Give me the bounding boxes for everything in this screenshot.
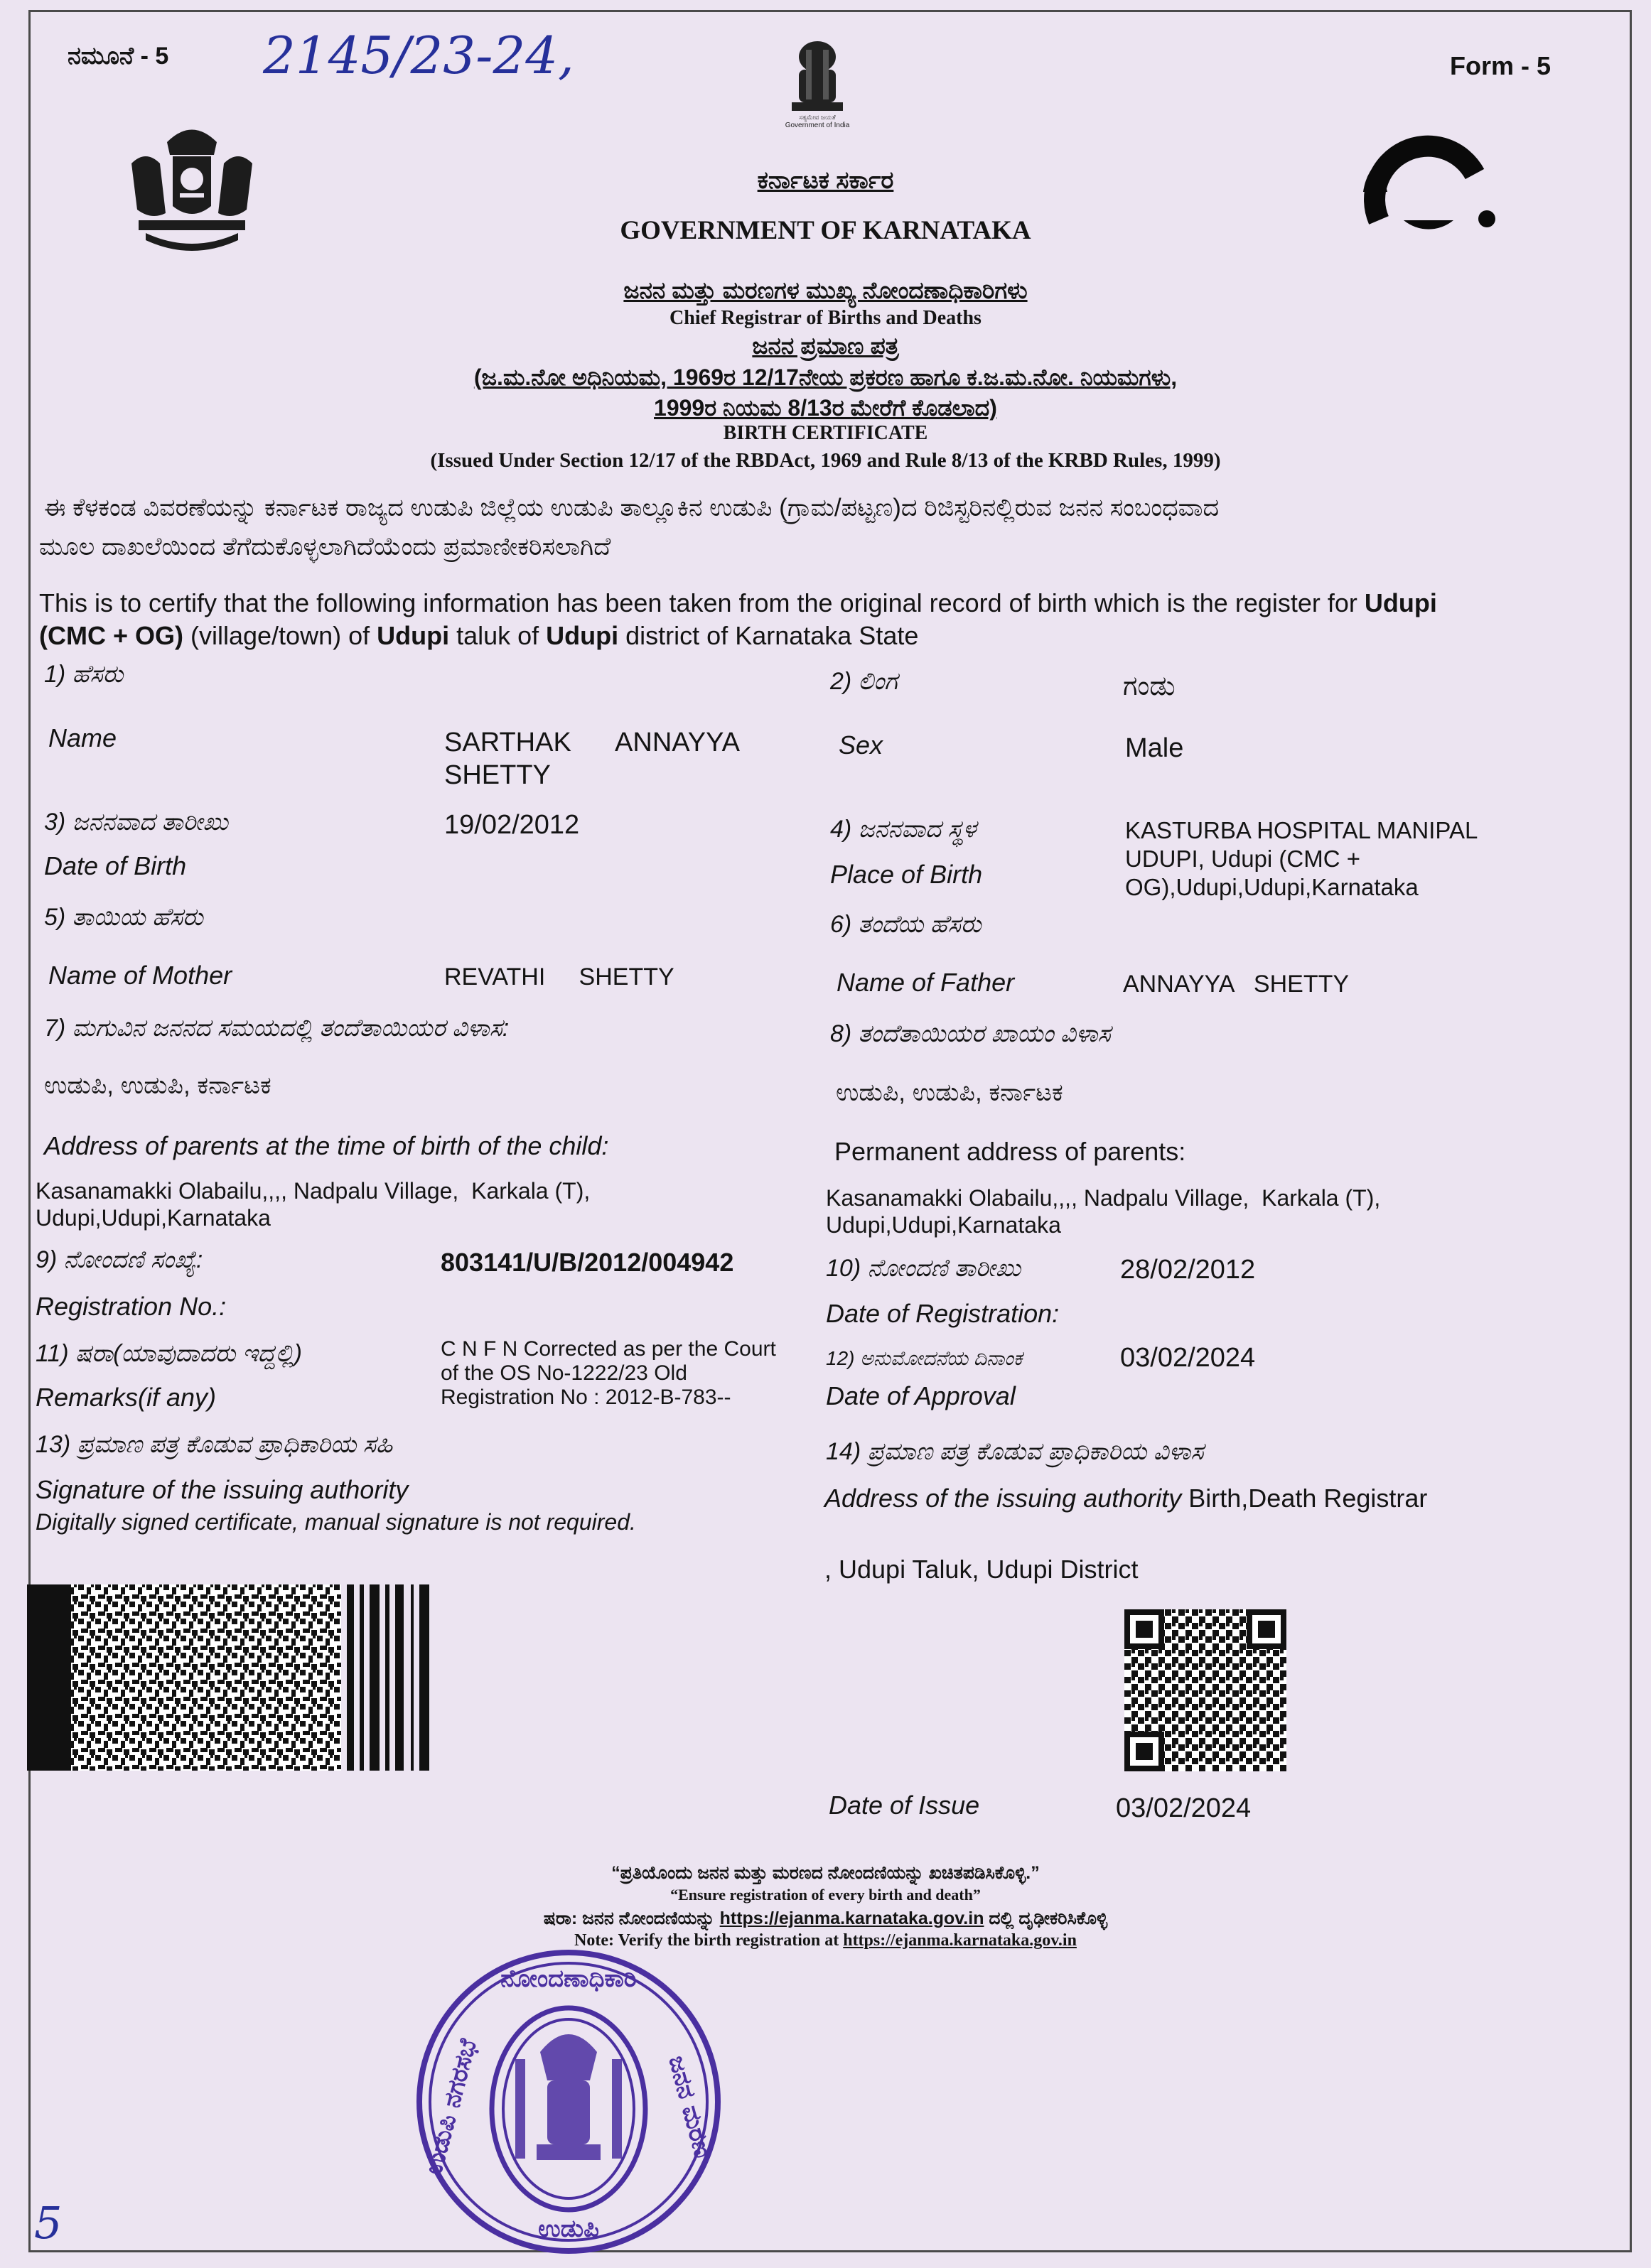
addr-perm-label-kn: 8) ತಂದೆತಾಯಿಯರ ಖಾಯಂ ವಿಳಾಸ	[830, 1020, 1111, 1047]
addr-birth-label-kn: 7) ಮಗುವಿನ ಜನನದ ಸಮಯದಲ್ಲಿ ತಂದೆತಾಯಿಯರ ವಿಳಾಸ:	[44, 1015, 510, 1042]
remarks-value-line-3: Registration No : 2012-B-783--	[441, 1386, 731, 1409]
approval-label: Date of Approval	[826, 1381, 1016, 1410]
svg-text:ಸತ್ಯಮೇವ ಜಯತೆ: ಸತ್ಯಮೇವ ಜಯತೆ	[799, 114, 836, 121]
reg-date-label: Date of Registration:	[826, 1299, 1060, 1328]
act-kn-line-2: 1999ರ ನಿಯಮ 8/13ರ ಮೇರೆಗೆ ಕೊಡಲಾದ)	[654, 395, 997, 421]
svg-text:ನೋಂದಣಾಧಿಕಾರಿ: ನೋಂದಣಾಧಿಕಾರಿ	[500, 1965, 637, 1993]
reg-no-label: Registration No.:	[36, 1292, 227, 1321]
national-emblem-icon	[775, 36, 860, 128]
issue-date-value: 03/02/2024	[1116, 1793, 1252, 1823]
remarks-value-line-1: C N F N Corrected as per the Court	[441, 1337, 776, 1361]
handwritten-page-number: 5	[34, 2197, 63, 2249]
signature-label-kn: 13) ಪ್ರಮಾಣ ಪತ್ರ ಕೊಡುವ ಪ್ರಾಧಿಕಾರಿಯ ಸಹಿ	[36, 1431, 393, 1458]
act-kn-line-1: (ಜ.ಮ.ನೋ ಅಧಿನಿಯಮ, 1969ರ 12/17ನೇಯ ಪ್ರಕರಣ ಹಾಗೂ ಕ.ಜ.ಮ.ನೋ. ನಿಯಮಗಳು,	[473, 364, 1178, 390]
addr-perm-value-line-1: Kasanamakki Olabailu,,,, Nadpalu Village, Karkala (T),	[826, 1185, 1381, 1211]
pob-label-kn: 4) ಜನನವಾದ ಸ್ಥಳ	[830, 816, 977, 843]
authority-address-line-2: , Udupi Taluk, Udupi District	[824, 1555, 1139, 1584]
official-seal-icon	[402, 1931, 736, 2243]
remarks-value-line-2: of the OS No-1222/23 Old	[441, 1361, 687, 1385]
reg-date-value: 28/02/2012	[1120, 1255, 1256, 1285]
remarks-label: Remarks(if any)	[36, 1383, 217, 1412]
authority-address: Address of the issuing authority Birth,Death Registrar	[824, 1484, 1428, 1513]
government-kn: ಕರ್ನಾಟಕ ಸರ್ಕಾರ	[757, 167, 894, 194]
mother-label: Name of Mother	[48, 961, 232, 990]
father-label: Name of Father	[837, 968, 1015, 997]
sex-label: Sex	[839, 730, 883, 760]
name-label-kn: 1) ಹೆಸರು	[44, 661, 124, 688]
slogan-en: “Ensure registration of every birth and death”	[670, 1886, 981, 1904]
signature-note: Digitally signed certificate, manual signature is not required.	[36, 1509, 636, 1535]
name-value-line-1: SARTHAK ANNAYYA	[444, 728, 741, 757]
certificate-title-kn: ಜನನ ಪ್ರಮಾಣ ಪತ್ರ	[752, 333, 899, 359]
verify-note-en: Note: Verify the birth registration at https://ejanma.karnataka.gov.in	[574, 1931, 1077, 1950]
barcode-icon	[27, 1584, 432, 1771]
verify-link-en[interactable]: https://ejanma.karnataka.gov.in	[843, 1931, 1077, 1950]
intro-en: This is to certify that the following information has been taken from the original record of birth which is the register for Udupi (CMC + OG) (village/town) of Udupi taluk of Udupi district of Karnataka State	[39, 588, 1437, 650]
form-number-en: Form - 5	[1450, 51, 1551, 80]
addr-perm-label: Permanent address of parents:	[834, 1137, 1186, 1166]
verify-link-kn[interactable]: https://ejanma.karnataka.gov.in	[719, 1908, 984, 1928]
svg-text:ಉಡುಪಿ: ಉಡುಪಿ	[538, 2215, 599, 2243]
pob-value-line-3: OG),Udupi,Udupi,Karnataka	[1125, 874, 1419, 900]
father-value: ANNAYYA SHETTY	[1123, 971, 1350, 998]
sex-value-kn: ಗಂಡು	[1123, 671, 1176, 701]
name-label: Name	[48, 723, 117, 752]
addr-birth-value-line-1: Kasanamakki Olabailu,,,, Nadpalu Village, Karkala (T),	[36, 1178, 591, 1204]
certificate-title-en: BIRTH CERTIFICATE	[723, 422, 928, 444]
addr-perm-value-kn: ಉಡುಪಿ, ಉಡುಪಿ, ಕರ್ನಾಟಕ	[836, 1079, 1063, 1106]
registrar-kn: ಜನನ ಮತ್ತು ಮರಣಗಳ ಮುಖ್ಯ ನೋಂದಣಾಧಿಕಾರಿಗಳು	[623, 277, 1028, 303]
pob-value-line-2: UDUPI, Udupi (CMC +	[1125, 846, 1360, 872]
reg-no-value: 803141/U/B/2012/004942	[441, 1248, 734, 1277]
authority-label-kn: 14) ಪ್ರಮಾಣ ಪತ್ರ ಕೊಡುವ ಪ್ರಾಧಿಕಾರಿಯ ವಿಳಾಸ	[826, 1438, 1204, 1465]
pob-value-line-1: KASTURBA HOSPITAL MANIPAL	[1125, 817, 1478, 843]
father-label-kn: 6) ತಂದೆಯ ಹೆಸರು	[830, 911, 982, 938]
remarks-label-kn: 11) ಷರಾ(ಯಾವುದಾದರು ಇದ್ದಲ್ಲಿ)	[36, 1340, 302, 1367]
dob-value: 19/02/2012	[444, 810, 580, 840]
sex-label-kn: 2) ಲಿಂಗ	[830, 668, 898, 695]
pob-label: Place of Birth	[830, 860, 983, 889]
act-en: (Issued Under Section 12/17 of the RBDAct, 1969 and Rule 8/13 of the KRBD Rules, 1999)	[430, 449, 1221, 472]
form-number-kn: ನಮೂನೆ - 5	[68, 43, 169, 70]
verify-note-kn: ಷರಾ: ಜನನ ನೋಂದಣಿಯನ್ನು https://ejanma.karnataka.gov.in ದಲ್ಲಿ ದೃಢೀಕರಿಸಿಕೊಳ್ಳಿ	[543, 1908, 1108, 1928]
addr-birth-label: Address of parents at the time of birth of the child:	[44, 1131, 609, 1160]
qr-code-icon	[1124, 1609, 1286, 1771]
addr-perm-value-line-2: Udupi,Udupi,Karnataka	[826, 1212, 1061, 1238]
registrar-en: Chief Registrar of Births and Deaths	[669, 307, 982, 329]
intro-kn-line-1: ಈ ಕೆಳಕಂಡ ವಿವರಣೆಯನ್ನು ಕರ್ನಾಟಕ ರಾಜ್ಯದ ಉಡುಪಿ ಜಿಲ್ಲೆಯ ಉಡುಪಿ ತಾಲ್ಲೂಕಿನ ಉಡುಪಿ (ಗ್ರಾಮ/ಪಟ್ಟಣ)ದ ರಿಜಿಸ್ಟರಿನಲ್ಲಿರುವ ಜನನ ಸಂಬಂಧವಾದ	[44, 494, 1220, 522]
svg-text:ಜನನ ಮರಣ: ಜನನ ಮರಣ	[662, 2053, 717, 2161]
signature-label: Signature of the issuing authority	[36, 1475, 409, 1504]
issue-date-label: Date of Issue	[829, 1791, 980, 1820]
approval-value: 03/02/2024	[1120, 1343, 1256, 1373]
mother-value: REVATHI SHETTY	[444, 963, 674, 990]
intro-kn-line-2: ಮೂಲ ದಾಖಲೆಯಿಂದ ತೆಗೆದುಕೊಳ್ಳಲಾಗಿದೆಯೆಂದು ಪ್ರಮಾಣೀಕರಿಸಲಾಗಿದೆ	[39, 533, 611, 561]
reg-no-label-kn: 9) ನೋಂದಣಿ ಸಂಖ್ಯೆ:	[36, 1246, 203, 1273]
dob-label-kn: 3) ಜನನವಾದ ತಾರೀಖು	[44, 809, 228, 836]
addr-birth-value-kn: ಉಡುಪಿ, ಉಡುಪಿ, ಕರ್ನಾಟಕ	[44, 1071, 271, 1099]
handwritten-reference: 2145/23-24,	[263, 26, 574, 85]
government-en: GOVERNMENT OF KARNATAKA	[620, 216, 1031, 245]
addr-birth-value-line-2: Udupi,Udupi,Karnataka	[36, 1205, 271, 1231]
slogan-kn: “ಪ್ರತಿಯೊಂದು ಜನನ ಮತ್ತು ಮರಣದ ನೋಂದಣಿಯನ್ನು ಖಚಿತಪಡಿಸಿಕೊಳ್ಳಿ.”	[611, 1863, 1040, 1883]
svg-text:Government of India: Government of India	[785, 122, 850, 129]
sex-value: Male	[1125, 733, 1184, 763]
dob-label: Date of Birth	[44, 851, 187, 880]
name-value-line-2: SHETTY	[444, 760, 551, 790]
approval-label-kn: 12) ಅನುಮೋದನೆಯ ದಿನಾಂಕ	[826, 1347, 1023, 1369]
reg-date-label-kn: 10) ನೋಂದಣಿ ತಾರೀಖು	[826, 1255, 1021, 1282]
svg-text:ಉಡುಪಿ ನಗರಸಭೆ: ಉಡುಪಿ ನಗರಸಭೆ	[419, 2036, 483, 2178]
mother-label-kn: 5) ತಾಯಿಯ ಹೆಸರು	[44, 904, 203, 931]
